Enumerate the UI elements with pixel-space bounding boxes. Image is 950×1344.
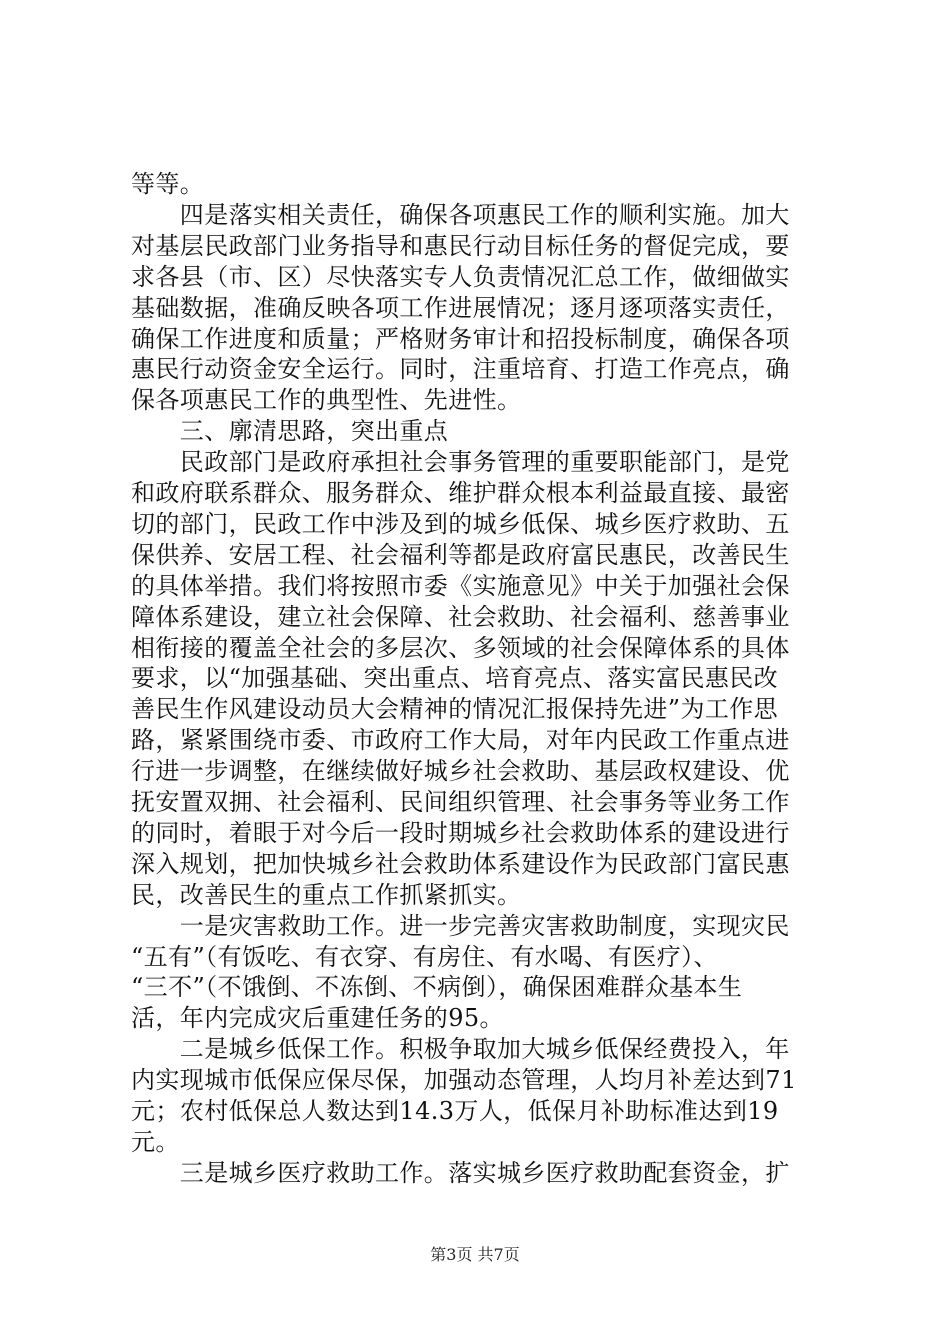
- text-line: 对基层民政部门业务指导和惠民行动目标任务的督促完成，要: [131, 231, 790, 260]
- text-line: 相衔接的覆盖全社会的多层次、多领域的社会保障体系的具体: [131, 633, 790, 662]
- text-line: 路，紧紧围绕市委、市政府工作大局，对年内民政工作重点进: [131, 726, 790, 755]
- text-line: 求各县（市、区）尽快落实专人负责情况汇总工作，做细做实: [131, 262, 790, 291]
- page-footer: 第3页 共7页: [430, 1245, 520, 1264]
- text-line: 四是落实相关责任，确保各项惠民工作的顺利实施。加大: [131, 200, 790, 229]
- text-line: 深入规划，把加快城乡社会救助体系建设作为民政部门富民惠: [131, 849, 790, 878]
- text-line: 障体系建设，建立社会保障、社会救助、社会福利、慈善事业: [131, 602, 790, 631]
- text-line: 元。: [131, 1127, 180, 1156]
- text-line: “三不”（不饿倒、不冻倒、不病倒），确保困难群众基本生: [131, 973, 743, 1002]
- text-line: 基础数据，准确反映各项工作进展情况；逐月逐项落实责任，: [131, 293, 790, 322]
- text-line: 活，年内完成灾后重建任务的95。: [131, 1004, 504, 1033]
- text-line: “五有”（有饭吃、有衣穿、有房住、有水喝、有医疗）、: [131, 942, 718, 971]
- text-line: 的具体举措。我们将按照市委《实施意见》中关于加强社会保: [131, 571, 790, 600]
- text-line: 二是城乡低保工作。积极争取加大城乡低保经费投入，年: [131, 1035, 790, 1064]
- text-line: 善民生作风建设动员大会精神的情况汇报保持先进”为工作思: [131, 695, 779, 724]
- text-line: 三、廓清思路，突出重点: [131, 417, 449, 446]
- text-line: 保各项惠民工作的典型性、先进性。: [131, 386, 522, 415]
- text-line: 保供养、安居工程、社会福利等都是政府富民惠民，改善民生: [131, 540, 790, 569]
- text-line: 民，改善民生的重点工作抓紧抓实。: [131, 880, 522, 909]
- text-line: 抚安置双拥、社会福利、民间组织管理、社会事务等业务工作: [131, 788, 790, 816]
- text-line: 内实现城市低保应保尽保，加强动态管理，人均月补差达到71: [131, 1066, 797, 1095]
- text-line: 一是灾害救助工作。进一步完善灾害救助制度，实现灾民: [131, 911, 790, 940]
- text-line: 的同时，着眼于对今后一段时期城乡社会救助体系的建设进行: [131, 818, 790, 847]
- text-line: 等等。: [131, 170, 205, 198]
- text-line: 民政部门是政府承担社会事务管理的重要职能部门，是党: [131, 448, 790, 477]
- text-line: 确保工作进度和质量；严格财务审计和招投标制度，确保各项: [131, 324, 790, 353]
- text-line: 和政府联系群众、服务群众、维护群众根本利益最直接、最密: [131, 479, 790, 507]
- text-line: 切的部门，民政工作中涉及到的城乡低保、城乡医疗救助、五: [131, 509, 790, 538]
- text-line: 惠民行动资金安全运行。同时，注重培育、打造工作亮点，确: [131, 355, 790, 384]
- text-line: 元；农村低保总人数达到14.3万人，低保月补助标准达到19: [131, 1097, 779, 1125]
- text-line: 要求，以“加强基础、突出重点、培育亮点、落实富民惠民改: [131, 664, 779, 693]
- text-line: 三是城乡医疗救助工作。落实城乡医疗救助配套资金，扩: [131, 1158, 790, 1187]
- text-line: 行进一步调整，在继续做好城乡社会救助、基层政权建设、优: [131, 757, 790, 786]
